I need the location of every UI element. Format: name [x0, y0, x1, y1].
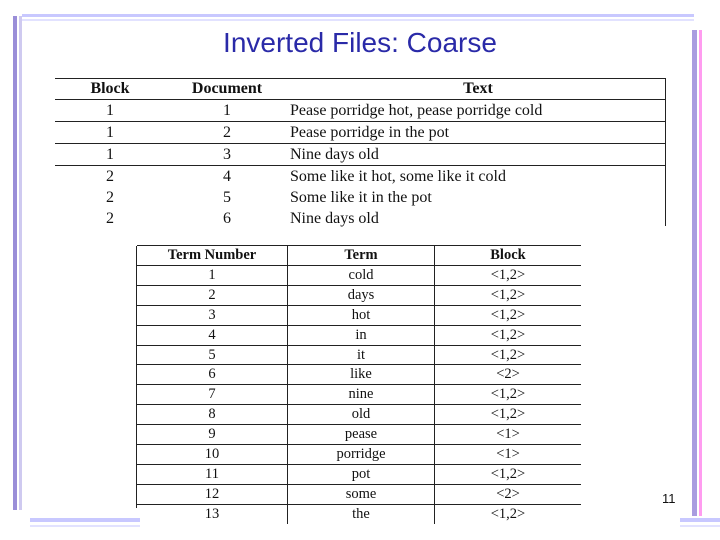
table-row: [55, 122, 666, 144]
cell-term-number: 9: [137, 425, 288, 445]
cell-term: pot: [288, 464, 435, 484]
cell-document: 2: [165, 122, 289, 144]
cell-document: 3: [165, 144, 289, 166]
cell-text: Pease porridge in the pot: [289, 122, 666, 144]
cell-term: the: [288, 504, 435, 523]
table-row: [137, 425, 581, 445]
cell-term-number: 3: [137, 305, 288, 325]
documents-table: [55, 78, 666, 229]
page-number: 11: [662, 491, 676, 506]
cell-block: 1: [55, 122, 165, 144]
cell-text: Pease porridge hot, pease porridge cold: [289, 100, 666, 122]
cell-document: 1: [165, 100, 289, 122]
cell-term: cold: [288, 265, 435, 285]
cell-term-block: <1>: [435, 445, 582, 465]
right-border-stripe-pink: [699, 30, 702, 516]
table-row: [137, 265, 581, 285]
cell-term: like: [288, 365, 435, 385]
cell-term-block: <1,2>: [435, 285, 582, 305]
slide-title: Inverted Files: Coarse: [223, 27, 497, 58]
left-border-stripe-light: [19, 16, 22, 510]
cell-text: Some like it hot, some like it cold: [290, 168, 506, 185]
cell-term-block: <1,2>: [435, 305, 582, 325]
cell-term-number: 8: [137, 405, 288, 425]
cell-block: 1: [55, 144, 165, 166]
table-row: [137, 504, 581, 523]
bottom-border-stripe-left-light: [30, 525, 140, 527]
right-border-stripe: [692, 30, 697, 516]
table-row: [137, 484, 581, 504]
cell-term-number: 10: [137, 445, 288, 465]
cell-document: 4: [223, 168, 231, 185]
cell-term-number: 13: [204, 505, 220, 522]
table-row: [137, 445, 581, 465]
cell-term: porridge: [288, 445, 435, 465]
cell-term-number: 5: [137, 345, 288, 365]
cell-term: hot: [288, 305, 435, 325]
bottom-border-stripe-left: [30, 518, 140, 522]
cell-term-block: <1,2>: [435, 345, 582, 365]
table-row: [55, 208, 666, 229]
cell-term-number: 6: [137, 365, 288, 385]
header-term-block: Block: [435, 246, 582, 265]
table-row: [55, 100, 666, 122]
cell-term-block: <1>: [435, 425, 582, 445]
cell-term: old: [288, 405, 435, 425]
cell-term-block: <1,2>: [435, 325, 582, 345]
cell-term-number: 7: [137, 385, 288, 405]
table-row: [137, 325, 581, 345]
cell-term-block: <1,2>: [435, 405, 582, 425]
cell-term-block: <2>: [435, 365, 582, 385]
table-row: [137, 305, 581, 325]
cell-term-number: 12: [137, 484, 288, 504]
top-border-stripe: [22, 14, 694, 17]
cell-block: 2: [106, 189, 114, 206]
table-row: [137, 365, 581, 385]
cell-term-number: 1: [137, 265, 288, 285]
cell-block: 2: [106, 210, 114, 227]
top-border-stripe-light: [22, 19, 694, 21]
cell-document: 5: [223, 189, 231, 206]
cell-term: pease: [288, 425, 435, 445]
table-row: [137, 405, 581, 425]
cell-term: in: [288, 325, 435, 345]
terms-table: [137, 246, 581, 524]
bottom-border-stripe-right-light: [680, 525, 720, 527]
header-text: Text: [289, 78, 666, 100]
cell-block: 2: [106, 168, 114, 185]
cell-document: 6: [223, 210, 231, 227]
table-row: [55, 187, 666, 208]
cell-term-block: <1,2>: [435, 385, 582, 405]
cell-term-number: 4: [137, 325, 288, 345]
cell-term-number: 11: [137, 464, 288, 484]
cell-term-block: <1,2>: [435, 464, 582, 484]
cell-text: Nine days old: [289, 144, 666, 166]
cell-term-number: 2: [137, 285, 288, 305]
table-row: [137, 464, 581, 484]
table-row: [137, 345, 581, 365]
bottom-border-stripe-right: [680, 518, 720, 522]
left-border-stripe: [13, 16, 17, 510]
cell-term: days: [288, 285, 435, 305]
cell-term: some: [288, 484, 435, 504]
table-row: [55, 144, 666, 166]
cell-term: it: [288, 345, 435, 365]
cell-block: 1: [55, 100, 165, 122]
header-term-number: Term Number: [137, 246, 288, 265]
cell-text: Nine days old: [290, 210, 379, 227]
table-row: [137, 385, 581, 405]
documents-table-header-row: [55, 78, 666, 100]
cell-term-block: <1,2>: [435, 265, 582, 285]
header-term: Term: [288, 246, 435, 265]
cell-term-block: <2>: [435, 484, 582, 504]
header-block: Block: [55, 78, 165, 100]
header-document: Document: [165, 78, 289, 100]
cell-term: nine: [288, 385, 435, 405]
table-row: [55, 166, 666, 188]
cell-term-block: <1,2>: [490, 505, 526, 522]
cell-text: Some like it in the pot: [290, 189, 432, 206]
table-row: [137, 285, 581, 305]
terms-table-header-row: [137, 246, 581, 265]
